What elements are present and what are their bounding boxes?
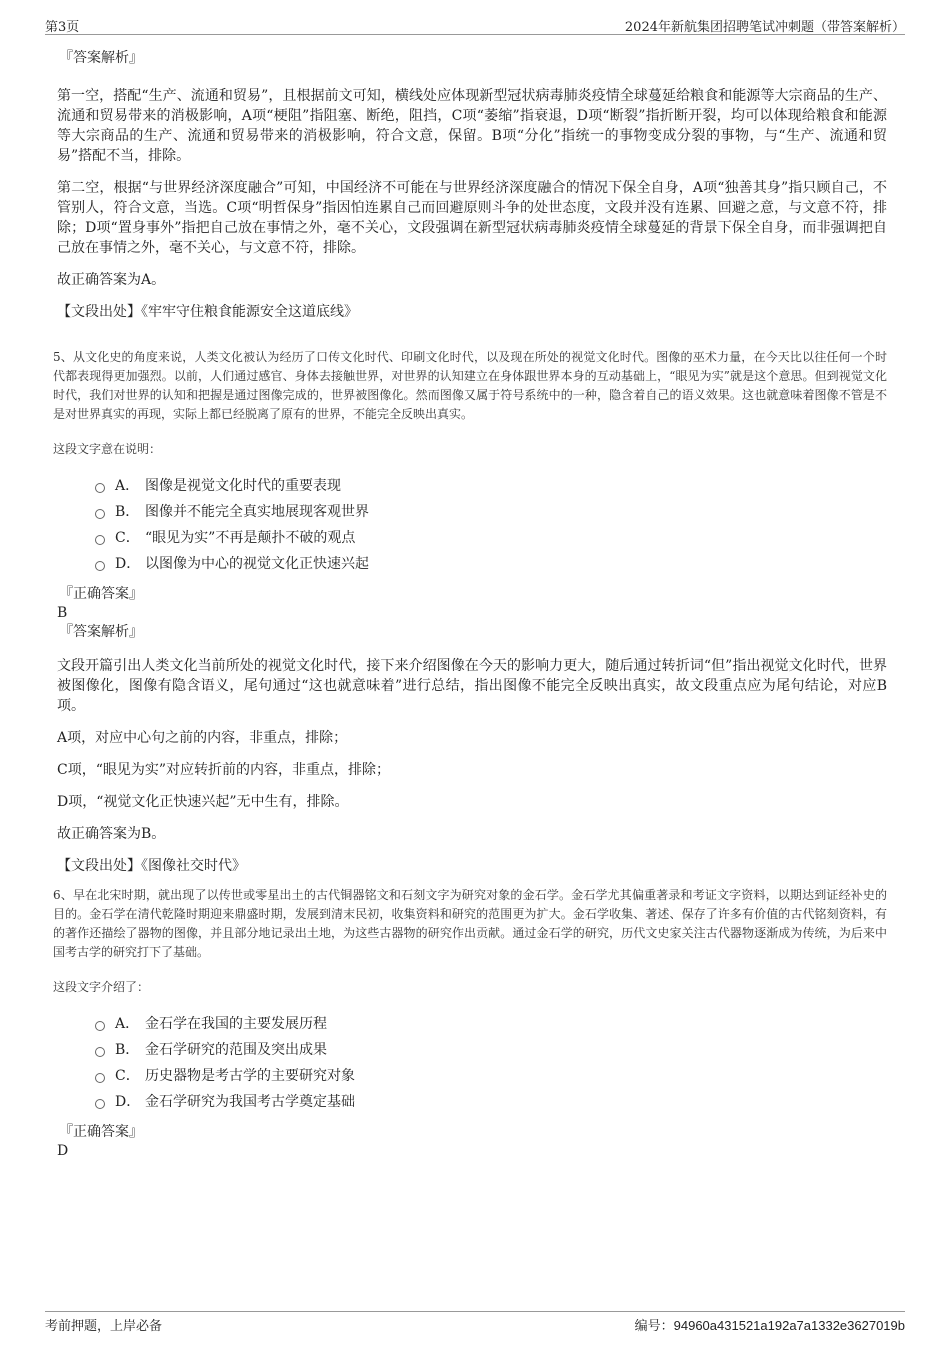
question-5-options — [95, 472, 887, 576]
question-6-prompt: 这段文字介绍了： — [53, 980, 150, 994]
option-letter: C． — [115, 530, 140, 546]
source-citation: 【文段出处】《图像社交时代》 — [57, 858, 246, 874]
document-body — [53, 48, 887, 1160]
page-header — [45, 14, 905, 35]
option-letter: B． — [115, 504, 140, 520]
analysis-paragraph: 文段开篇引出人类文化当前所处的视觉文化时代，接下来介绍图像在今天的影响力更大，随后通过转折词“但”指出视觉文化时代，世界被图像化，图像有隐含语义，尾句通过“这也就意味着”进行总结，指出图像不能完全反映出真实，故文段重点应为尾句结论，对应B项。 — [57, 658, 887, 714]
radio-icon[interactable] — [95, 1047, 105, 1057]
code-label: 编号： — [634, 1319, 674, 1334]
option-text: 以图像为中心的视觉文化正快速兴起 — [145, 556, 369, 572]
option-letter: C． — [115, 1068, 140, 1084]
analysis-paragraph: 第一空，搭配“生产、流通和贸易”，且根据前文可知，横线处应体现新型冠状病毒肺炎疫情全球蔓延给粮食和能源等大宗商品的生产、流通和贸易带来的消极影响，A项“梗阻”指阻塞、断绝，阻挡，C项“萎缩”指衰退，D项“断裂”指折断开裂，均可以体现给粮食和能源等大宗商品的生产、流通和贸易带来的消极影响，符合文意，保留。B项“分化”指统一的事物变成分裂的事物，与“生产、流通和贸易”搭配不当，排除。 — [57, 88, 887, 164]
option-letter: D． — [115, 1094, 141, 1110]
option-text: 图像并不能完全真实地展现客观世界 — [145, 504, 369, 520]
page-footer — [45, 1311, 905, 1332]
option-c[interactable] — [95, 1062, 887, 1088]
correct-answer-label: 『正确答案』 — [59, 1124, 143, 1140]
analysis-label: 『答案解析』 — [59, 624, 143, 640]
document-code — [635, 1315, 905, 1334]
radio-icon[interactable] — [95, 1073, 105, 1083]
option-d[interactable] — [95, 550, 887, 576]
radio-icon[interactable] — [95, 561, 105, 571]
analysis-paragraph: A项，对应中心句之前的内容，非重点，排除； — [57, 730, 348, 746]
option-a[interactable] — [95, 1010, 887, 1036]
analysis-paragraph: 故正确答案为B。 — [57, 826, 166, 842]
option-text: 金石学研究的范围及突出成果 — [145, 1042, 327, 1058]
question-5-prompt: 这段文字意在说明： — [53, 442, 162, 456]
option-text: 金石学在我国的主要发展历程 — [145, 1016, 327, 1032]
option-letter: B． — [115, 1042, 140, 1058]
option-letter: A． — [115, 1016, 140, 1032]
radio-icon[interactable] — [95, 483, 105, 493]
page-number: 第3页 — [45, 20, 80, 35]
question-6-options — [95, 1010, 887, 1114]
correct-answer: B — [57, 605, 68, 621]
radio-icon[interactable] — [95, 1021, 105, 1031]
option-text: “眼见为实”不再是颠扑不破的观点 — [145, 530, 356, 546]
option-d[interactable] — [95, 1088, 887, 1114]
question-5-text: 5、从文化史的角度来说，人类文化被认为经历了口传文化时代、印刷文化时代，以及现在所处的视觉文化时代。图像的巫术力量，在今天比以往任何一个时代都表现得更加强烈。以前，人们通过感官、身体去接触世界，对世界的认知建立在身体跟世界本身的互动基础上，“眼见为实”就是这个意思。但到视觉文化时代，我们对世界的认知和把握是通过图像完成的，世界被图像化。然而图像又属于符号系统中的一种，隐含着自己的语义效果。这也就意味着图像不管是不是对世界真实的再现，实际上都已经脱离了原有的世界，不能完全反映出真实。 — [53, 350, 887, 421]
code-value: 94960a431521a192a7a1332e3627019b — [673, 1318, 905, 1333]
option-text: 图像是视觉文化时代的重要表现 — [145, 478, 341, 494]
analysis-paragraph: C项，“眼见为实”对应转折前的内容，非重点，排除； — [57, 762, 391, 778]
analysis-label: 『答案解析』 — [59, 50, 143, 66]
correct-answer: D — [57, 1143, 69, 1159]
option-a[interactable] — [95, 472, 887, 498]
radio-icon[interactable] — [95, 535, 105, 545]
option-text: 金石学研究为我国考古学奠定基础 — [145, 1094, 355, 1110]
footer-slogan: 考前押题，上岸必备 — [45, 1319, 163, 1334]
analysis-paragraph: 第二空，根据“与世界经济深度融合”可知，中国经济不可能在与世界经济深度融合的情况下保全自身，A项“独善其身”指只顾自己，不管别人，符合文意，当选。C项“明哲保身”指因怕连累自己而回避原则斗争的处世态度，文段并没有连累、回避之意，与文意不符，排除；D项“置身事外”指把自己放在事情之外，毫不关心，文段强调在新型冠状病毒肺炎疫情全球蔓延的背景下保全自身，而非强调把自己放在事情之外，毫不关心，与文意不符，排除。 — [57, 180, 887, 256]
option-letter: A． — [115, 478, 140, 494]
option-c[interactable] — [95, 524, 887, 550]
option-b[interactable] — [95, 498, 887, 524]
option-b[interactable] — [95, 1036, 887, 1062]
radio-icon[interactable] — [95, 1099, 105, 1109]
question-6-text: 6、早在北宋时期，就出现了以传世或零星出土的古代铜器铭文和石刻文字为研究对象的金石学。金石学尤其偏重著录和考证文字资料，以期达到证经补史的目的。金石学在清代乾隆时期迎来鼎盛时期，发展到清末民初，收集资料和研究的范围更为扩大。金石学收集、著述、保存了许多有价值的古代铭刻资料，有的著作还描绘了器物的图像，并且部分地记录出土地，为这些古器物的研究作出贡献。通过金石学的研究，历代文史家关注古代器物逐渐成为传统，为后来中国考古学的研究打下了基础。 — [53, 888, 887, 959]
analysis-paragraph: D项，“视觉文化正快速兴起”无中生有，排除。 — [57, 794, 349, 810]
option-text: 历史器物是考古学的主要研究对象 — [145, 1068, 355, 1084]
radio-icon[interactable] — [95, 509, 105, 519]
option-letter: D． — [115, 556, 141, 572]
document-title: 2024年新航集团招聘笔试冲刺题（带答案解析） — [624, 20, 905, 35]
source-citation: 【文段出处】《牢牢守住粮食能源安全这道底线》 — [57, 304, 358, 320]
correct-answer-label: 『正确答案』 — [59, 586, 143, 602]
analysis-paragraph: 故正确答案为A。 — [57, 272, 166, 288]
